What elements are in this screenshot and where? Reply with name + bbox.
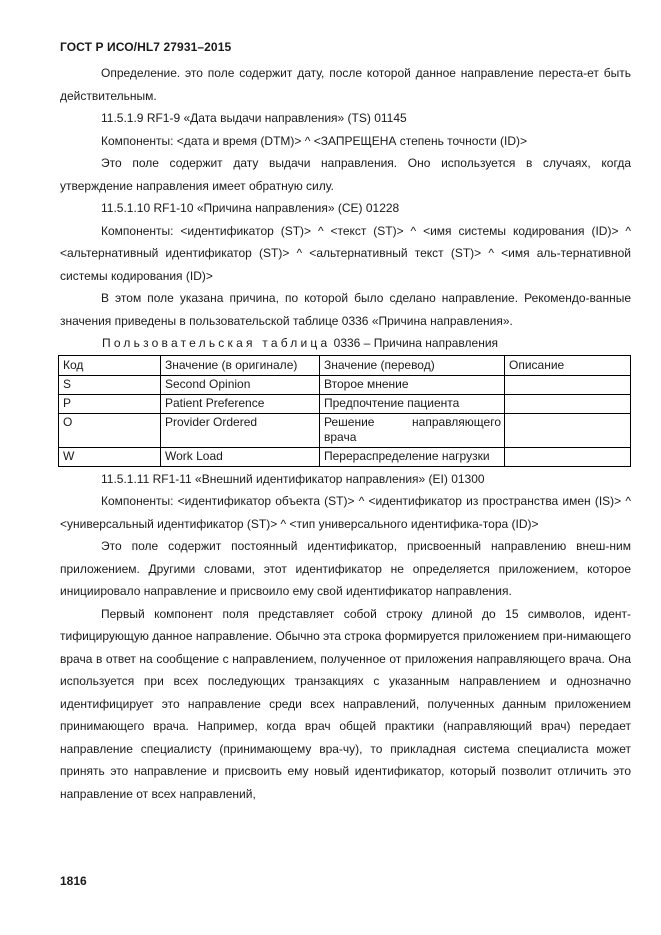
column-header: Описание (505, 355, 631, 375)
table-row (59, 413, 631, 447)
page-content (60, 62, 631, 805)
page-number: 1816 (60, 874, 87, 888)
table-cell (505, 413, 631, 447)
paragraph: Компоненты: <идентификатор (ST)> ^ <текст (ST)> ^ <имя системы кодирования (ID)> ^ <альтернативный идентификатор (ST)> ^ <альтернативный текст (ST)> ^ <имя аль-тернативной системы кодирования (ID)> (60, 223, 631, 283)
table-cell: Provider Ordered (161, 413, 320, 447)
paragraph: В этом поле указана причина, по которой было сделано направление. Рекомендо-ванные значения приведены в пользовательской таблице 0336 «Причина направления». (60, 291, 631, 328)
table-caption-title: 0336 – Причина направления (333, 336, 499, 350)
section-heading: 11.5.1.11 RF1-11 «Внешний идентификатор направления» (EI) 01300 (101, 471, 485, 486)
reason-table (58, 355, 631, 467)
table-cell: Second Opinion (161, 375, 320, 394)
table-row (59, 375, 631, 394)
table-cell: Предпочтение пациента (320, 394, 505, 413)
table-cell (505, 447, 631, 466)
table-cell (505, 375, 631, 394)
column-header: Код (59, 355, 161, 375)
table-cell (505, 394, 631, 413)
table-cell: Work Load (161, 447, 320, 466)
table-cell: W (59, 447, 161, 466)
table-caption (60, 332, 631, 355)
paragraph: Компоненты: <идентификатор объекта (ST)> ^ <идентификатор из пространства имен (IS)> ^ <универсальный идентификатор (ST)> ^ <тип универсального идентифика-тора (ID)> (60, 494, 631, 531)
table-cell: Второе мнение (320, 375, 505, 394)
table-cell: Перераспределение нагрузки (320, 447, 505, 466)
table-cell: Решение направляющего врача (320, 413, 505, 447)
table-cell: O (59, 413, 161, 447)
table-cell: P (59, 394, 161, 413)
paragraph: Первый компонент поля представляет собой строку длиной до 15 символов, идент-тифицирующую данное направление. Обычно эта строка формируется приложением при-нимающего врача в ответ на сообщение с направлением, полученное от приложения направляющего врача. Она используется при всех последующих транзакциях с указанным направлением и однозначно идентифицирует это направление среди всех направлений, полученных данным приложением принимающего врача. Например, когда врач общей практики (направляющий врач) передает направление специалисту (принимающему вра-чу), то прикладная система специалиста может принять это направление и присвоить ему новый идентификатор, который позволит отличить это направление от всех направлений, (60, 606, 631, 801)
section-heading: 11.5.1.10 RF1-10 «Причина направления» (CE) 01228 (101, 201, 400, 215)
table-header-row (59, 355, 631, 375)
column-header: Значение (перевод) (320, 355, 505, 375)
paragraph: Определение. это поле содержит дату, после которой данное направление переста-ет быть действительным. (60, 66, 631, 103)
paragraph: Компоненты: <дата и время (DTM)> ^ <ЗАПРЕЩЕНА степень точности (ID)> (101, 133, 528, 148)
table-cell: Patient Preference (161, 394, 320, 413)
document-header: ГОСТ Р ИСО/HL7 27931–2015 (60, 40, 232, 54)
table-cell: S (59, 375, 161, 394)
paragraph: Это поле содержит дату выдачи направления. Оно используется в случаях, когда утверждение направления имеет обратную силу. (60, 156, 631, 193)
column-header: Значение (в оригинале) (161, 355, 320, 375)
section-heading: 11.5.1.9 RF1-9 «Дата выдачи направления» (TS) 01145 (101, 111, 407, 125)
paragraph: Это поле содержит постоянный идентификатор, присвоенный направлению внеш-ним приложением. Другими словами, этот идентификатор не определяется приложением, которое инициировало направление и присвоило ему свой идентификатор направления. (60, 539, 631, 598)
table-row (59, 447, 631, 466)
table-caption-label: Пользовательская таблица (102, 336, 331, 350)
table-row (59, 394, 631, 413)
